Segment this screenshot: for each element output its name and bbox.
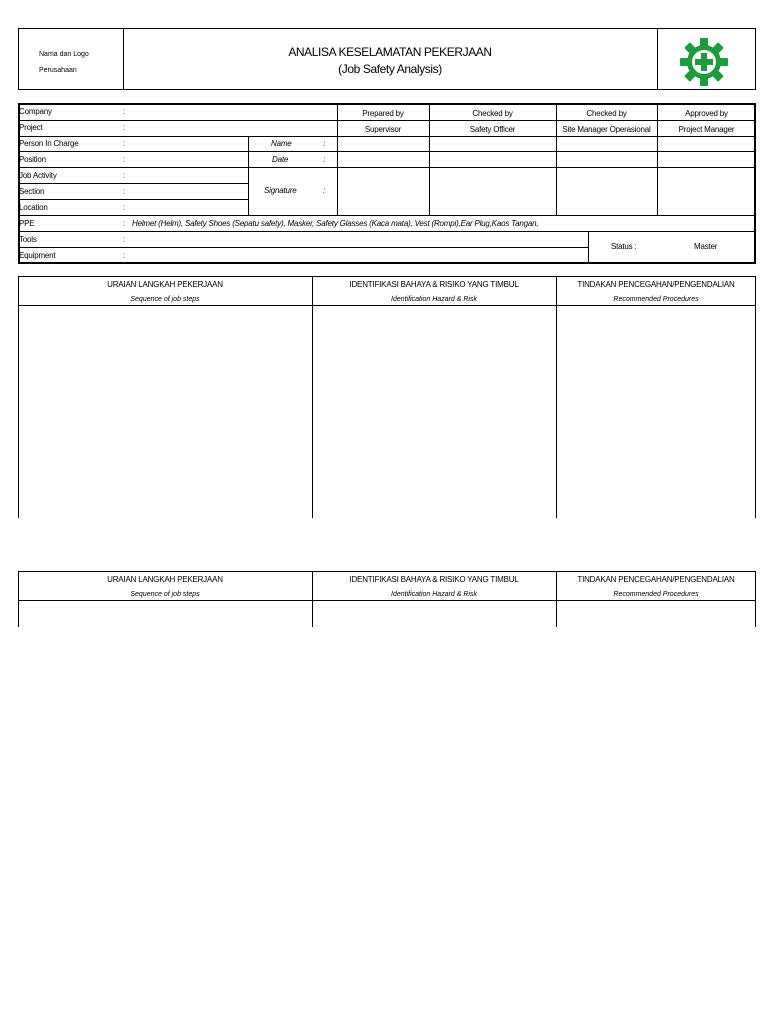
approval-title: Prepared by [362,109,404,118]
company-colon: : [123,107,126,116]
column-header-title: TINDAKAN PENCEGAHAN/PENGENDALIAN [577,575,735,584]
job-activity-colon: : [123,171,126,180]
name-label: Name [271,139,292,148]
col-line [337,103,338,215]
column-header-title: URAIAN LANGKAH PEKERJAAN [107,575,223,584]
column-header-subtitle: Identification Hazard & Risk [391,296,477,303]
company-logo-placeholder-line1: Nama dan Logo [39,51,89,58]
column-header-subtitle: Recommended Procedures [613,591,699,598]
job-activity-label: Job Activity [19,171,57,180]
status-value: Master [694,242,718,251]
col-line [657,103,658,215]
col-line [248,136,249,215]
date-label: Date [272,155,289,164]
document-title: ANALISA KESELAMATAN PEKERJAAN [288,45,492,59]
header-divider-right [657,28,658,90]
row-line [18,247,588,248]
name-colon: : [323,139,326,148]
date-colon: : [323,155,326,164]
row-line [18,151,756,152]
approval-title: Checked by [472,109,513,118]
equipment-colon: : [123,251,126,260]
ppe-value: Helmet (Helm), Safety Shoes (Sepatu safety), Masker, Safety Glasses (Kaca mata), Vest (Rompi),Ear Plug,Kaos Tangan, [132,219,539,228]
header-divider-left [123,28,124,90]
signature-colon: : [323,186,326,195]
pic-label: Person In Charge [19,139,79,148]
project-colon: : [123,123,126,132]
approval-role: Safety Officer [469,125,516,134]
column-header-subtitle: Sequence of job steps [130,296,200,303]
approval-role: Project Manager [678,125,735,134]
col-line [588,231,589,264]
document-subtitle: (Job Safety Analysis) [338,62,442,76]
col-line [556,103,557,215]
pic-colon: : [123,139,126,148]
location-label: Location [19,203,48,212]
header-box [18,28,756,90]
tools-colon: : [123,235,126,244]
table-header-line [18,600,756,601]
col-line [429,103,430,215]
ppe-label: PPE [19,219,35,228]
company-label: Company [19,107,52,116]
location-colon: : [123,203,126,212]
approval-title: Approved by [685,109,728,118]
row-line [18,199,248,200]
equipment-label: Equipment [19,251,56,260]
section-colon: : [123,187,126,196]
analysis-table [18,276,756,518]
column-header-subtitle: Sequence of job steps [130,591,200,598]
section-label: Section [19,187,45,196]
position-colon: : [123,155,126,164]
row-line [18,120,756,121]
row-line [18,183,248,184]
table-header-line [18,305,756,306]
column-header-subtitle: Identification Hazard & Risk [391,591,477,598]
column-header-title: IDENTIFIKASI BAHAYA & RISIKO YANG TIMBUL [349,280,519,289]
row-line [18,167,756,168]
column-header-title: IDENTIFIKASI BAHAYA & RISIKO YANG TIMBUL [349,575,519,584]
approval-role: Supervisor [364,125,402,134]
col-line [556,276,557,518]
tools-label: Tools [19,235,37,244]
status-label: Status : [611,242,637,251]
column-header-subtitle: Recommended Procedures [613,296,699,303]
ppe-colon: : [123,219,126,228]
row-line [18,215,756,216]
column-header-title: URAIAN LANGKAH PEKERJAAN [107,280,223,289]
position-label: Position [19,155,46,164]
col-line [312,276,313,518]
company-logo-placeholder-line2: Perusahaan [39,67,77,74]
safety-gear-cross-icon [679,37,729,87]
signature-label: Signature [264,186,297,195]
column-header-title: TINDAKAN PENCEGAHAN/PENGENDALIAN [577,280,735,289]
row-line [18,136,756,137]
row-line [18,231,756,232]
approval-title: Checked by [586,109,627,118]
approval-role: Site Manager Operasional [562,125,651,134]
project-label: Project [19,123,43,132]
